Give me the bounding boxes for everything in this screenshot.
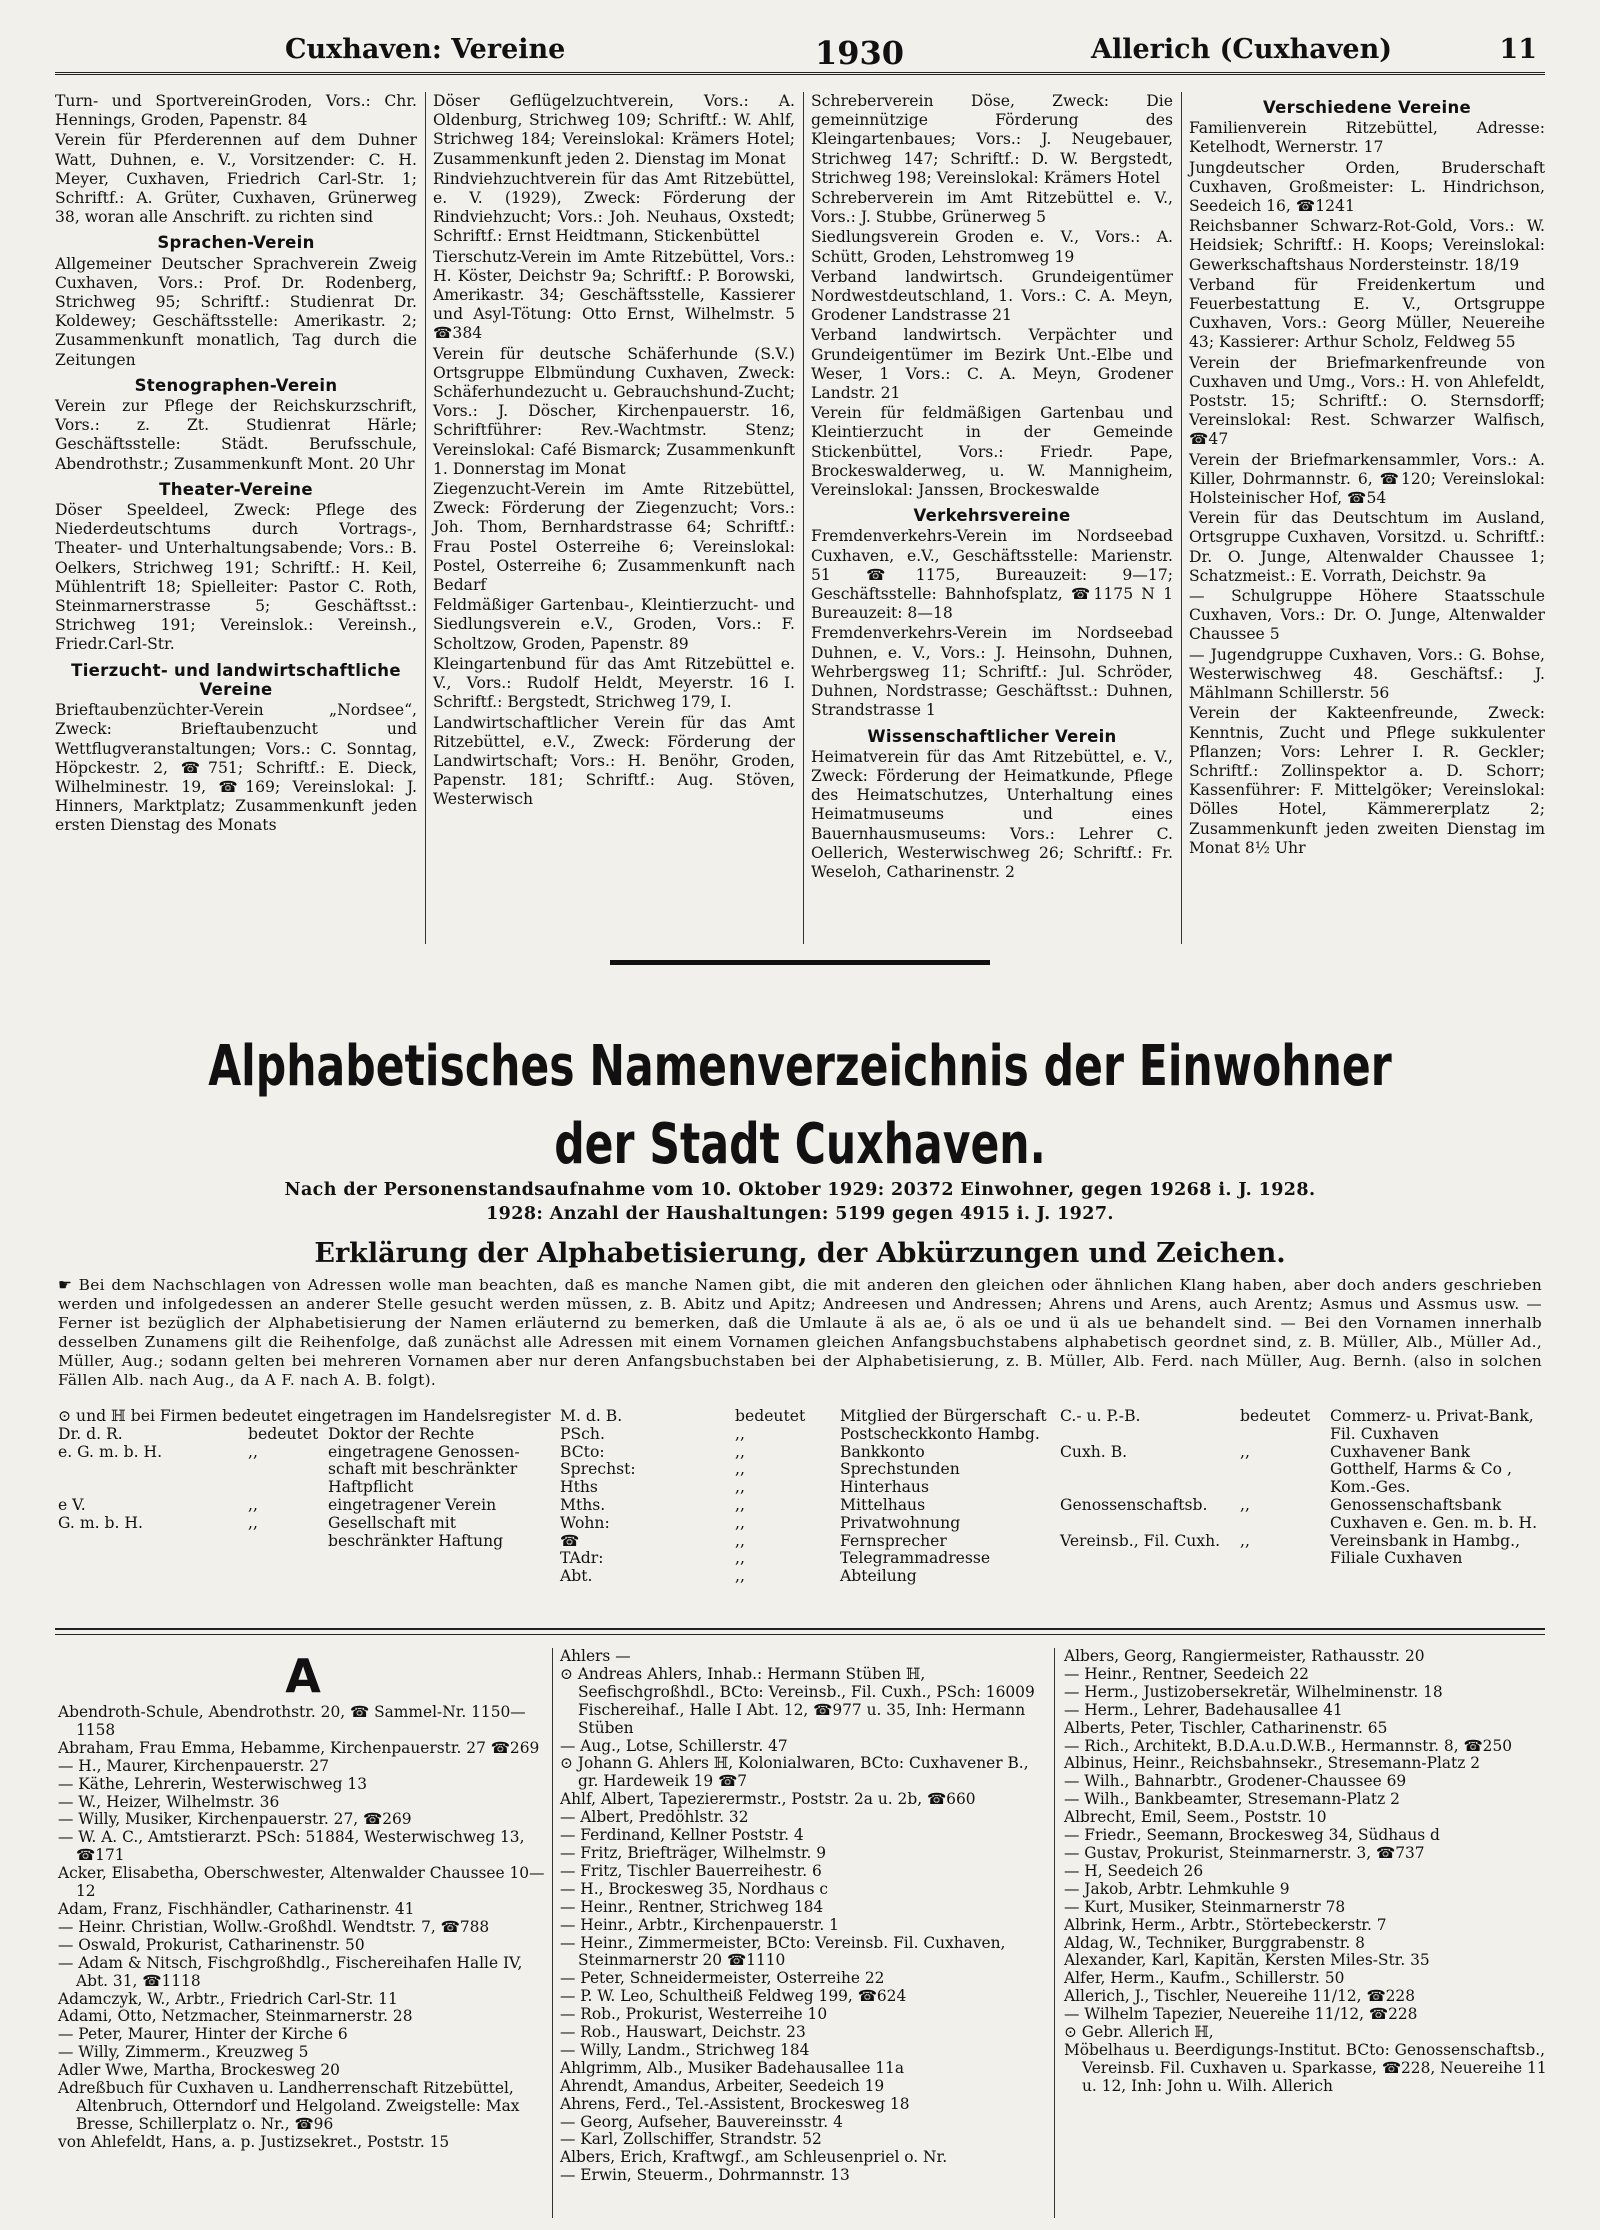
abbreviation-meaning: Bankkonto <box>840 1442 925 1461</box>
meaning-word: ,, <box>735 1549 745 1568</box>
page-header <box>55 28 1545 75</box>
abbreviation: Vereinsb., Fil. Cuxh. <box>1060 1531 1221 1550</box>
club-category-heading: Theater-Vereine <box>159 479 313 499</box>
meaning-word: bedeutet <box>1240 1407 1311 1425</box>
resident-entry: — Peter, Maurer, Hinter der Kirche 6 <box>58 2025 348 2044</box>
census-line-1: Nach der Personenstandsaufnahme vom 10. Oktober 1929: 20372 Einwohner, gegen 19268 i. J. 1928. <box>284 1180 1316 1200</box>
page-number: 11 <box>1499 34 1537 65</box>
abbreviation-meaning: Haftpflicht <box>328 1478 414 1497</box>
abbreviation: ☎ <box>560 1531 580 1550</box>
abbreviation-row <box>58 1426 538 1444</box>
abbreviation-meaning: Hinterhaus <box>840 1478 929 1497</box>
abbreviation-meaning: Abteilung <box>840 1567 917 1586</box>
resident-entry: — Heinr. Christian, Wollw.-Großhdl. Wendtstr. 7, ☎788 <box>58 1917 490 1936</box>
resident-entry: — Adam & Nitsch, Fischgroßhdlg., Fischereihafen Halle IV, Abt. 31, ☎1118 <box>58 1953 523 1990</box>
meaning-word: ,, <box>735 1567 745 1586</box>
abbreviation: Abt. <box>560 1567 593 1586</box>
abbreviations-left <box>58 1407 551 1550</box>
resident-entry: Aldag, W., Techniker, Burggrabenstr. 8 <box>1064 1933 1365 1952</box>
meaning-word: ,, <box>735 1513 745 1532</box>
resident-entry: Albrink, Herm., Arbtr., Störtebeckerstr. 7 <box>1064 1915 1387 1934</box>
resident-entry: — Albert, Predöhlstr. 32 <box>560 1808 749 1827</box>
resident-entry: — Rob., Prokurist, Westerreihe 10 <box>560 2005 828 2024</box>
abbreviation-meaning: Fernsprecher <box>840 1531 947 1550</box>
resident-entry: — Aug., Lotse, Schillerstr. 47 <box>560 1736 788 1755</box>
resident-entry: ⊙ Gebr. Allerich ℍ, <box>1064 2023 1214 2042</box>
abbreviation: Wohn: <box>560 1513 610 1532</box>
resident-entry: — H., Brockesweg 35, Nordhaus c <box>560 1879 829 1898</box>
club-category-heading: Verkehrsvereine <box>913 506 1071 526</box>
abbreviation-meaning: Doktor der Rechte <box>328 1424 475 1443</box>
abbreviation-row <box>560 1426 1050 1444</box>
abbreviation-meaning: Cuxhavener Bank <box>1330 1442 1471 1461</box>
club-entry: — Schulgruppe Höhere Staatsschule Cuxhaven, Vors.: Dr. O. Junge, Altenwalder Chaussee 5 <box>1189 587 1545 644</box>
abbreviation-row <box>560 1497 1050 1515</box>
column-divider <box>803 92 804 944</box>
resident-entry: — Kurt, Musiker, Steinmarnerstr 78 <box>1064 1897 1346 1916</box>
resident-entry: — H, Seedeich 26 <box>1064 1861 1204 1880</box>
resident-entry: ⊙ Johann G. Ahlers ℍ, Kolonialwaren, BCto: Cuxhavener B., gr. Hardeweik 19 ☎7 <box>560 1754 1029 1791</box>
abbreviation: e V. <box>58 1495 86 1514</box>
header-year: 1930 <box>815 34 905 72</box>
abbreviation-meaning: beschränkter Haftung <box>328 1531 504 1550</box>
section-rule <box>610 960 990 965</box>
club-entry: Verein für feldmäßigen Gartenbau und Kleintierzucht in der Gemeinde Stickenbüttel, Vors.: Friedr. Pape, Brockeswalderweg, u. W. Mannigheim, Vereinslokal: Janssen, Brockeswalde <box>811 404 1173 500</box>
abbreviation-row <box>560 1568 1050 1586</box>
club-entry: Döser Geflügelzuchtverein, Vors.: A. Oldenburg, Strichweg 109; Schriftf.: W. Ahlf, Strichweg 184; Vereinslokal: Krämers Hotel; Zusammenkunft jeden 2. Dienstag im Monat <box>433 92 795 168</box>
abbreviation: Sprechst: <box>560 1460 636 1479</box>
abbreviation-row <box>58 1479 538 1497</box>
resident-entry: — W., Heizer, Wilhelmstr. 36 <box>58 1792 280 1811</box>
abbreviation-meaning: Mitglied der Bürgerschaft <box>840 1407 1047 1425</box>
abbreviation-row <box>560 1408 1050 1426</box>
resident-entry: — Käthe, Lehrerin, Westerwischweg 13 <box>58 1774 367 1793</box>
resident-entry: Alberts, Peter, Tischler, Catharinenstr. 65 <box>1064 1718 1388 1737</box>
resident-entry: — Herm., Justizobersekretär, Wilhelminenstr. 18 <box>1064 1682 1443 1701</box>
abbreviation: Hths <box>560 1478 598 1497</box>
abbreviation: C.- u. P.-B. <box>1060 1407 1141 1425</box>
club-entry: — Jugendgruppe Cuxhaven, Vors.: G. Bohse, Westerwischweg 48. Geschäftsf.: J. Mählmann Schillerstr. 56 <box>1189 645 1545 703</box>
club-entry: Familienverein Ritzebüttel, Adresse: Ketelhodt, Wernerstr. 17 <box>1189 119 1545 157</box>
resident-entry: Adler Wwe, Martha, Brockesweg 20 <box>58 2061 340 2080</box>
resident-entry: von Ahlefeldt, Hans, a. p. Justizsekret., Poststr. 15 <box>58 2132 450 2151</box>
resident-entry: Adreßbuch für Cuxhaven u. Landherrenschaft Ritzebüttel, Altenbruch, Otterndorf und Helgoland. Zweigstelle: Max Bresse, Schillerplatz o. Nr., ☎96 <box>58 2079 520 2133</box>
abbreviation-meaning: Mittelhaus <box>840 1495 926 1514</box>
club-entry: Döser Speeldeel, Zweck: Pflege des Niederdeutschtums durch Vortrags-, Theater- und Unterhaltungsabende; Vors.: B. Oelkers, Strichweg 191; Schriftf.: H. Keil, Mühlentrift 18; Spielleiter: Pastor C. Roth, Steinmarnerstrasse 5; Geschäftsst.: Strichweg 191; Vereinslok.: Vereinsh., Friedr.Carl-Str. <box>55 501 417 654</box>
club-entry: Verein für das Deutschtum im Ausland, Ortsgruppe Cuxhaven, Vorsitzd. u. Schriftf.: Dr. O. Junge, Altenwalder Chaussee 1; Schatzmeist.: E. Vorrath, Deichstr. 9a <box>1189 509 1545 585</box>
rule <box>55 1634 1545 1635</box>
abbreviation-row <box>560 1444 1050 1462</box>
resident-entry: Ahrendt, Amandus, Arbeiter, Seedeich 19 <box>560 2076 885 2095</box>
resident-entry: — Ferdinand, Kellner Poststr. 4 <box>560 1826 804 1845</box>
explanation-heading: Erklärung der Alphabetisierung, der Abkürzungen und Zeichen. <box>314 1238 1286 1269</box>
club-column-2 <box>433 92 795 811</box>
abbreviation-row <box>1060 1461 1550 1479</box>
club-entry: Verein zur Pflege der Reichskurzschrift, Vors.: z. Zt. Studienrat Härle; Geschäftsstelle: Städt. Berufsschule, Abendrothstr.; Zusammenkunft Mont. 20 Uhr <box>55 397 417 473</box>
abbreviation: BCto: <box>560 1442 605 1461</box>
meaning-word: ,, <box>735 1460 745 1479</box>
abbreviation-row <box>1060 1497 1550 1515</box>
club-column-1 <box>55 92 417 837</box>
meaning-word: ,, <box>735 1424 745 1443</box>
abbreviation-meaning: Filiale Cuxhaven <box>1330 1549 1463 1568</box>
abbreviation-row <box>1060 1515 1550 1533</box>
abbreviation-meaning: Privatwohnung <box>840 1513 961 1532</box>
abbreviations-right <box>1060 1408 1550 1568</box>
resident-entry: — Willy, Landm., Strichweg 184 <box>560 2040 810 2059</box>
meaning-word: ,, <box>735 1531 745 1550</box>
resident-entry: Alfer, Herm., Kaufm., Schillerstr. 50 <box>1064 1969 1345 1988</box>
club-entry: Verein für Pferderennen auf dem Duhner Watt, Duhnen, e. V., Vorsitzender: C. H. Meyer, Cuxhaven, Friedrich Carl-Str. 1; Schriftf.: A. Grüter, Cuxhaven, Grünerweg 38, woran alle Anschrift. zu richten sind <box>55 131 417 227</box>
resident-entry: — Wilh., Bankbeamter, Stresemann-Platz 2 <box>1064 1790 1400 1809</box>
abbreviation-meaning: Cuxhaven e. Gen. m. b. H. <box>1330 1513 1538 1532</box>
resident-entry: Albers, Georg, Rangiermeister, Rathausstr. 20 <box>1064 1647 1425 1665</box>
abbreviation-meaning: Telegrammadresse <box>840 1549 991 1568</box>
abbreviation-meaning: Postscheckkonto Hambg. <box>840 1424 1040 1443</box>
abbreviation-row <box>58 1444 538 1462</box>
club-entry: Siedlungsverein Groden e. V., Vors.: A. Schütt, Groden, Lehstromweg 19 <box>811 228 1173 266</box>
abbreviation-row <box>560 1515 1050 1533</box>
header-right: Allerich (Cuxhaven) <box>1091 34 1392 65</box>
resident-entry: — Wilhelm Tapezier, Neuereihe 11/12, ☎228 <box>1064 2005 1418 2024</box>
resident-entry: — Wilh., Bahnarbtr., Grodener-Chaussee 69 <box>1064 1772 1407 1791</box>
resident-entry: — Heinr., Rentner, Seedeich 22 <box>1064 1664 1309 1683</box>
abbreviation-meaning: Genossenschaftsbank <box>1330 1495 1502 1514</box>
meaning-word: bedeutet <box>735 1407 806 1425</box>
club-entry: Verein der Briefmarkenfreunde von Cuxhaven und Umg., Vors.: H. von Ahlefeldt, Poststr. 15; Schriftf.: O. Sternsdorff; Vereinslokal: Rest. Schwarzer Walfisch, ☎47 <box>1189 353 1545 449</box>
resident-entry: — Heinr., Rentner, Strichweg 184 <box>560 1897 824 1916</box>
club-entry: Verein für deutsche Schäferhunde (S.V.) Ortsgruppe Elbmündung Cuxhaven, Zweck: Schäferhundezucht u. Gebrauchshund-Zucht; Vors.: J. Döscher, Kirchenpauerstr. 16, Schriftführer: Rev.-Wachtmstr. Stenz; Vereinslokal: Café Bismarck; Zusammenkunft 1. Donnerstag im Monat <box>433 344 795 478</box>
abbreviation-meaning: Gotthelf, Harms & Co , <box>1330 1460 1512 1479</box>
meaning-word: ,, <box>735 1478 745 1497</box>
resident-entry: — Erwin, Steuerm., Dohrmannstr. 13 <box>560 2166 850 2185</box>
header-left: Cuxhaven: Vereine <box>285 34 566 65</box>
meaning-word: ,, <box>735 1442 745 1461</box>
abbreviation: Mths. <box>560 1495 606 1514</box>
resident-entry: — Rich., Architekt, B.D.A.u.D.W.B., Hermannstr. 8, ☎250 <box>1064 1736 1513 1755</box>
abbreviation-row <box>58 1533 538 1551</box>
resident-entry: — Willy, Musiker, Kirchenpauerstr. 27, ☎269 <box>58 1810 412 1829</box>
abbreviation-meaning: Fil. Cuxhaven <box>1330 1424 1439 1443</box>
resident-entry: Acker, Elisabetha, Oberschwester, Altenwalder Chaussee 10—12 <box>58 1864 545 1901</box>
abbreviation-meaning: eingetragener Verein <box>328 1495 497 1514</box>
resident-entry: Möbelhaus u. Beerdigungs-Institut. BCto: Genossenschaftsb., Vereinsb. Fil. Cuxhaven u. Sparkasse, ☎228, Neuereihe 11 u. 12, Inh: John u. Wilh. Allerich <box>1064 2040 1547 2095</box>
abbreviation-row <box>58 1497 538 1515</box>
club-entry: Verband für Freidenkertum und Feuerbestattung E. V., Ortsgruppe Cuxhaven, Vors.: Georg Müller, Neuereihe 43; Kassierer: Arthur Scholz, Feldweg 55 <box>1189 275 1545 352</box>
club-category-heading: Verschiedene Vereine <box>1262 98 1472 117</box>
abbreviation-row <box>1060 1550 1550 1568</box>
resident-entry: — Friedr., Seemann, Brockesweg 34, Südhaus d <box>1064 1826 1440 1845</box>
club-entry: Kleingartenbund für das Amt Ritzebüttel e. V., Vors.: Rudolf Heldt, Meyerstr. 16 I. Schriftf.: Bergstedt, Strichweg 179, I. <box>433 654 795 712</box>
abbreviation-meaning: Gesellschaft mit <box>328 1513 457 1532</box>
resident-entry: Albrecht, Emil, Seem., Poststr. 10 <box>1064 1808 1327 1827</box>
census-line-2: 1928: Anzahl der Haushaltungen: 5199 gegen 4915 i. J. 1927. <box>486 1204 1114 1224</box>
club-entry: Schreberverein im Amt Ritzebüttel e. V., Vors.: J. Stubbe, Grünerweg 5 <box>811 189 1173 227</box>
club-entry: Tierschutz-Verein im Amte Ritzebüttel, Vors.: H. Köster, Deichstr 9a; Schriftf.: P. Borowski, Amerikastr. 34; Geschäftsstelle, Kassierer und Asyl-Tötung: Otto Ernst, Wilhelmstr. 5 ☎384 <box>433 247 795 343</box>
club-entry: Schreberverein Döse, Zweck: Die gemeinnützige Förderung des Kleingartenbaues; Vors.: J. Neugebauer, Strichweg 147; Schriftf.: D. W. Bergstedt, Strichweg 198; Vereinslokal: Krämers Hotel <box>811 92 1173 187</box>
resident-entry: — Heinr., Arbtr., Kirchenpauerstr. 1 <box>560 1915 839 1934</box>
meaning-word: ,, <box>735 1495 745 1514</box>
column-divider <box>425 92 426 944</box>
resident-entry: — Willy, Zimmerm., Kreuzweg 5 <box>58 2043 309 2062</box>
club-entry: Landwirtschaftlicher Verein für das Amt Ritzebüttel, e.V., Zweck: Förderung der Landwirtschaft; Vors.: H. Benöhr, Groden, Papenstr. 181; Schriftf.: Aug. Stöven, Westerwisch <box>433 713 795 809</box>
abbreviation-row <box>1060 1533 1550 1551</box>
resident-entry: — Heinr., Zimmermeister, BCto: Vereinsb. Fil. Cuxhaven, Steinmarnerstr 20 ☎1110 <box>560 1933 1006 1970</box>
resident-entry: Alexander, Karl, Kapitän, Kersten Miles-Str. 35 <box>1064 1951 1430 1970</box>
explanation-text: ☛ Bei dem Nachschlagen von Adressen wolle man beachten, daß es manche Namen gibt, die mit anderen den gleichen oder ähnlichen Klang haben, aber doch anders geschrieben werden und infolgedessen an anderer Stelle gesucht werden müssen, z. B. Abitz und Apitz; Andreesen und Andressen; Ahrens und Arens, auch Arentz; Asmus und Assmus usw. — Ferner ist bezüglich der Alphabetisierung der Namen erläuternd zu bemerken, daß die Umlaute ä als ae, ö als oe und ü als ue behandelt sind. — Bei den Vornamen innerhalb desselben Zunamens gilt die Reihenfolge, daß zunächst alle Adressen mit einem Vornamen gleichen Anfangsbuchstabens alphabetisch geordnet sind, z. B. Müller, Alb., Müller Ad., Müller, Aug.; sodann gelten bei mehreren Vornamen aber nur deren Anfangsbuchstaben bei der Alphabetisierung, z. B. Müller, Alb. Ferd. nach Müller, Aug. Bernh. (also in solchen Fällen Alb. nach Aug., da A F. nach A. B. folgt). <box>58 1276 1542 1389</box>
names-column-2 <box>560 1648 1050 2185</box>
abbreviation-row <box>560 1533 1050 1551</box>
resident-entry: ⊙ Andreas Ahlers, Inhab.: Hermann Stüben ℍ, Seefischgroßhdl., BCto: Vereinsb., Fil. Cuxh., PSch: 16009 Fischereihaf., Halle I Abt. 12, ☎977 u. 35, Inh: Hermann Stüben <box>560 1664 1035 1737</box>
club-entry: Verein der Kakteenfreunde, Zweck: Kenntnis, Zucht und Pflege sukkulenter Pflanzen; Vors: Lehrer I. R. Geckler; Schriftf.: Zollinspektor a. D. Schorr; Kassenführer: F. Mittelgöker; Vereinslokal: Dölles Hotel, Kämmererplatz 2; Zusammenkunft jeden zweiten Dienstag im Monat 8½ Uhr <box>1189 704 1545 857</box>
meaning-word: ,, <box>1240 1531 1250 1550</box>
abbreviation-row <box>1060 1444 1550 1462</box>
section-letter: A <box>285 1649 321 1703</box>
club-column-4 <box>1189 92 1545 859</box>
meaning-word: bedeutet <box>248 1424 319 1443</box>
resident-entry: Albinus, Heinr., Reichsbahnsekr., Stresemann-Platz 2 <box>1064 1754 1481 1773</box>
club-entry: Allgemeiner Deutscher Sprachverein Zweig Cuxhaven, Vors.: Prof. Dr. Rodenberg, Strichweg 95; Schriftf.: Studienrat Dr. Koldewey; Geschäftsstelle: Amerikastr. 2; Zusammenkunft monatlich, Tag durch die Zeitungen <box>55 254 417 369</box>
abbreviation-meaning: schaft mit beschränkter <box>328 1460 518 1479</box>
meaning-word: ,, <box>248 1442 258 1461</box>
resident-entry: — Rob., Hauswart, Deichstr. 23 <box>560 2023 806 2042</box>
resident-entry: Adami, Otto, Netzmacher, Steinmarnerstr. 28 <box>58 2007 413 2026</box>
resident-entry: — Oswald, Prokurist, Catharinenstr. 50 <box>58 1935 365 1954</box>
abbreviation-row <box>1060 1408 1550 1426</box>
resident-entry: Albers, Erich, Kraftwgf., am Schleusenpriel o. Nr. <box>560 2148 948 2167</box>
abbreviation: e. G. m. b. H. <box>58 1442 163 1461</box>
abbreviation-meaning: Kom.-Ges. <box>1330 1478 1411 1497</box>
abbreviation: M. d. B. <box>560 1407 623 1425</box>
meaning-word: ,, <box>1240 1495 1250 1514</box>
resident-entry: — Herm., Lehrer, Badehausallee 41 <box>1064 1700 1343 1719</box>
club-column-3 <box>811 92 1173 883</box>
abbreviation-meaning: Sprechstunden <box>840 1460 960 1479</box>
abbreviation: Cuxh. B. <box>1060 1442 1128 1461</box>
meaning-word: ,, <box>248 1495 258 1514</box>
club-category-heading: Stenographen-Verein <box>134 375 338 395</box>
club-entry: Jungdeutscher Orden, Bruderschaft Cuxhaven, Großmeister: L. Hindrichson, Seedeich 16, ☎1241 <box>1189 158 1545 216</box>
club-entry: Turn- und SportvereinGroden, Vors.: Chr. Hennings, Groden, Papenstr. 84 <box>55 92 417 130</box>
abbreviation-meaning: eingetragene Genossen- <box>328 1442 520 1461</box>
resident-entry: Abraham, Frau Emma, Hebamme, Kirchenpauerstr. 27 ☎269 <box>58 1738 540 1757</box>
resident-entry: — Georg, Aufseher, Bauvereinsstr. 4 <box>560 2112 843 2131</box>
resident-entry: Allerich, J., Tischler, Neuereihe 11/12, ☎228 <box>1064 1987 1415 2006</box>
abbreviation-row <box>58 1515 538 1533</box>
resident-entry: Adamczyk, W., Arbtr., Friedrich Carl-Str. 11 <box>58 1989 398 2008</box>
abbreviation: Dr. d. R. <box>58 1424 123 1443</box>
directory-title: Alphabetisches Namenverzeichnis der Einwohner der Stadt Cuxhaven. <box>208 1034 1392 1177</box>
abbreviation: TAdr: <box>560 1549 604 1568</box>
resident-entry: Ahlf, Albert, Tapezierermstr., Poststr. 2a u. 2b, ☎660 <box>560 1790 976 1809</box>
club-entry: Heimatverein für das Amt Ritzebüttel, e. V., Zweck: Förderung der Heimatkunde, Pflege des Heimatschutzes, Unterhaltung eines Heimatmuseums und eines Bauernhausmuseums: Vors.: Lehrer C. Oellerich, Westerwischweg 26; Schriftf.: Fr. Weseloh, Catharinenstr. 2 <box>811 747 1173 881</box>
resident-entry: Ahlgrimm, Alb., Musiker Badehausallee 11a <box>560 2058 905 2077</box>
resident-entry: Adam, Franz, Fischhändler, Catharinenstr. 41 <box>58 1899 415 1918</box>
resident-entry: Abendroth-Schule, Abendrothstr. 20, ☎ Sammel-Nr. 1150—1158 <box>58 1703 526 1739</box>
abbreviation: G. m. b. H. <box>58 1513 143 1532</box>
resident-entry: Ahrens, Ferd., Tel.-Assistent, Brockesweg 18 <box>560 2094 910 2113</box>
resident-entry: — Fritz, Briefträger, Wilhelmstr. 9 <box>560 1843 827 1862</box>
abbreviation-row <box>1060 1479 1550 1497</box>
club-entry: Brieftaubenzüchter-Verein „Nordsee“, Zweck: Brieftaubenzucht und Wettflugveranstaltungen; Vors.: C. Sonntag, Höpckestr. 2, ☎751; Schriftf.: E. Dieck, Wilhelminestr. 19, ☎169; Vereinslokal: J. Hinners, Marktplatz; Zusammenkunft jeden ersten Dienstag des Monats <box>55 701 417 835</box>
meaning-word: ,, <box>1240 1442 1250 1461</box>
club-category-heading: Wissenschaftlicher Verein <box>867 726 1117 746</box>
resident-entry: — Gustav, Prokurist, Steinmarnerstr. 3, ☎737 <box>1064 1843 1425 1862</box>
club-entry: Ziegenzucht-Verein im Amte Ritzebüttel, Zweck: Förderung der Ziegenzucht; Vors.: Joh. Thom, Bernhardstrasse 64; Schriftf.: Frau Postel Osterreihe 6; Vereinslokal: Postel, Osterreihe 6; Zusammenkunft nach Bedarf <box>433 480 795 595</box>
club-entry: Feldmäßiger Gartenbau-, Kleintierzucht- und Siedlungsverein e.V., Groden, Vors.: F. Scholtzow, Groden, Papenstr. 89 <box>433 596 795 653</box>
abbreviation-row <box>560 1550 1050 1568</box>
resident-entry: — Jakob, Arbtr. Lehmkuhle 9 <box>1064 1879 1290 1898</box>
resident-entry: — W. A. C., Amtstierarzt. PSch: 51884, Westerwischweg 13, ☎171 <box>58 1828 525 1865</box>
resident-entry: — P. W. Leo, Schultheiß Feldweg 199, ☎624 <box>560 1987 907 2006</box>
column-divider <box>552 1648 553 2218</box>
column-divider <box>1181 92 1182 944</box>
abbreviations-middle <box>560 1408 1050 1586</box>
club-entry: Verband landwirtsch. Verpächter und Grundeigentümer im Bezirk Unt.-Elbe und Weser, 1 Vors.: C. A. Meyn, Grodener Landstr. 21 <box>811 326 1173 403</box>
club-listing <box>55 92 1545 944</box>
resident-entry: — H., Maurer, Kirchenpauerstr. 27 <box>58 1756 329 1775</box>
abbreviation-intro: ⊙ und ℍ bei Firmen bedeutet eingetragen im Handelsregister <box>58 1407 551 1425</box>
club-category-heading: Tierzucht- und landwirtschaftliche Vereine <box>71 660 401 699</box>
club-entry: Verband landwirtsch. Grundeigentümer Nordwestdeutschland, 1. Vors.: C. A. Meyn, Grodener Landstrasse 21 <box>811 267 1173 325</box>
abbreviation-meaning: Vereinsbank in Hambg., <box>1330 1531 1521 1550</box>
names-column-1 <box>58 1648 548 2152</box>
abbreviation-row <box>560 1479 1050 1497</box>
abbreviation-row <box>1060 1426 1550 1444</box>
meaning-word: ,, <box>248 1513 258 1532</box>
club-category-heading: Sprachen-Verein <box>157 233 315 253</box>
resident-entry: — Karl, Zollschiffer, Strandstr. 52 <box>560 2130 822 2149</box>
club-entry: Fremdenverkehrs-Verein im Nordseebad Cuxhaven, e.V., Geschäftsstelle: Marienstr. 51 ☎1175, Bureauzeit: 9—17; Geschäftsstelle: Bahnhofsplatz, ☎1175 N 1 Bureauzeit: 8—18 <box>811 527 1173 623</box>
resident-entry: — Fritz, Tischler Bauerreihestr. 6 <box>560 1861 822 1880</box>
club-entry: Fremdenverkehrs-Verein im Nordseebad Duhnen, e. V., Vors.: J. Heinsohn, Duhnen, Wehrbergsweg 11; Schriftf.: Jul. Schröder, Duhnen, Nordstrasse; Geschäftsst.: Duhnen, Strandstrasse 1 <box>811 624 1173 720</box>
abbreviation-meaning: Commerz- u. Privat-Bank, <box>1330 1407 1534 1425</box>
club-entry: Rindviehzuchtverein für das Amt Ritzebüttel, e. V. (1929), Zweck: Förderung der Rindviehzucht; Vors.: Joh. Neuhaus, Oxstedt; Schriftf.: Ernst Heidtmann, Stickenbüttel <box>433 169 795 246</box>
resident-entry: — Peter, Schneidermeister, Osterreihe 22 <box>560 1969 885 1988</box>
rule <box>55 1628 1545 1630</box>
column-divider <box>1054 1648 1055 2218</box>
abbreviation-row <box>58 1461 538 1479</box>
abbreviation: Genossenschaftsb. <box>1060 1495 1208 1514</box>
resident-entry: Ahlers — <box>560 1647 631 1665</box>
abbreviation-row <box>560 1461 1050 1479</box>
club-entry: Verein der Briefmarkensammler, Vors.: A. Killer, Dohrmannstr. 6, ☎120; Vereinslokal: Holsteinischer Hof, ☎54 <box>1189 450 1545 508</box>
club-entry: Reichsbanner Schwarz-Rot-Gold, Vors.: W. Heidsiek; Schriftf.: H. Koops; Vereinslokal: Gewerkschaftshaus Nordersteinstr. 18/19 <box>1189 217 1545 274</box>
abbreviation: PSch. <box>560 1424 605 1443</box>
names-column-3 <box>1064 1648 1548 2096</box>
